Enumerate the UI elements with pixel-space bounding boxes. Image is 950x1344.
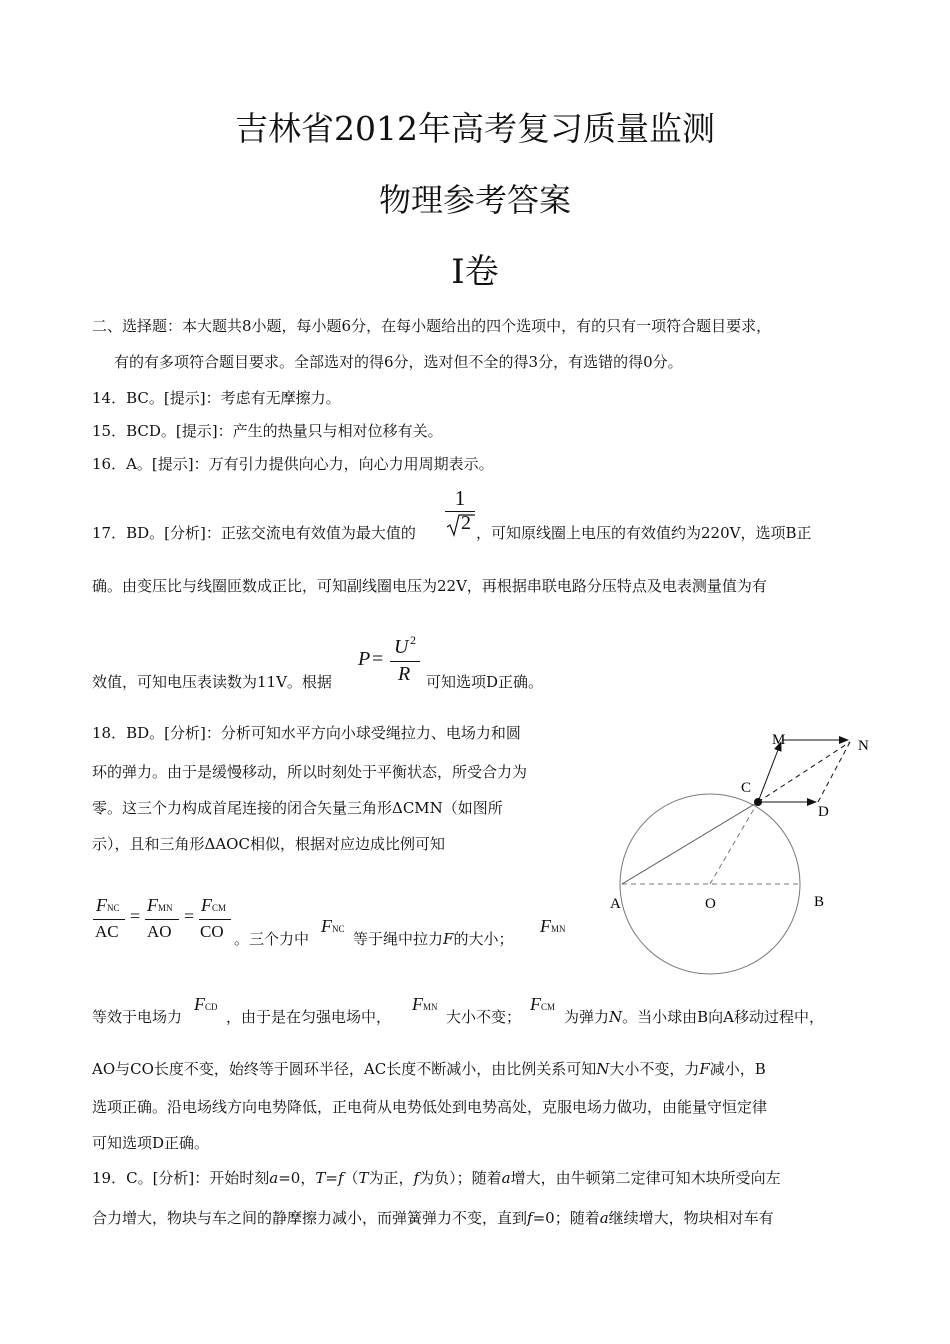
answer-19-line1: 19．C。[分析]：开始时刻a=0，T=f（T为正，f为负）；随着a增大，由牛顿第二定律可知木块所受向左: [92, 1169, 781, 1187]
label-d: D: [818, 804, 829, 820]
ratio-ac: AC: [95, 922, 119, 941]
document-title: 吉林省2012年高考复习质量监测: [235, 109, 715, 148]
formula-p: P: [358, 648, 371, 670]
answer-18-line3: 零。这三个力构成首尾连接的闭合矢量三角形ΔCMN（如图所: [92, 799, 503, 817]
symbol-f-nc: FNC: [321, 916, 345, 936]
answer-18-line5b: 等于绳中拉力F的大小；: [353, 930, 514, 948]
formula-r: R: [398, 663, 411, 685]
answer-18-line2: 环的弹力。由于是缓慢移动，所以时刻处于平衡状态，所受合力为: [92, 763, 528, 781]
fraction-denominator: 2: [461, 512, 471, 534]
label-n: N: [858, 738, 869, 754]
force-diagram: [600, 720, 890, 980]
ratio-f-nc: FNC: [96, 895, 120, 915]
label-a: A: [610, 896, 621, 912]
answer-18-line9: 可知选项D正确。: [92, 1134, 210, 1152]
answer-14: 14．BC。[提示]：考虑有无摩擦力。: [92, 389, 341, 407]
volume-title: Ⅰ卷: [451, 252, 499, 292]
answer-17-line1b: ，可知原线圈上电压的有效值约为220V，选项B正: [476, 524, 812, 542]
answer-17-line1a: 17．BD。[分析]：正弦交流电有效值为最大值的: [92, 524, 416, 542]
dashed-dn: [818, 742, 850, 802]
label-o: O: [705, 896, 716, 912]
answer-16: 16．A。[提示]：万有引力提供向心力，向心力用周期表示。: [92, 455, 494, 473]
answer-18-line6a: 等效于电场力: [92, 1008, 183, 1026]
answer-18-line1: 18．BD。[分析]：分析可知水平方向小球受绳拉力、电场力和圆: [92, 724, 521, 742]
answer-18-line6c: 大小不变；: [446, 1008, 522, 1026]
ratio-f-cm: FCM: [201, 895, 227, 915]
answer-18-line8: 选项正确。沿电场线方向电势降低，正电荷从电势低处到电势高处，克服电场力做功，由能量守恒定律: [92, 1098, 768, 1116]
answer-17-line3b: 可知选项D正确。: [426, 673, 544, 691]
ratio-eq-1: =: [130, 906, 141, 926]
answer-17-line3a: 效值，可知电压表读数为11V。根据: [92, 673, 332, 691]
ratio-f-mn: FMN: [147, 895, 173, 915]
symbol-f-cd: FCD: [194, 994, 218, 1014]
label-m: M: [772, 732, 786, 748]
ratio-bar-2: [145, 919, 179, 920]
ratio-bar-1: [93, 919, 125, 920]
arrow-cm: [758, 742, 781, 802]
section-intro-line2: 有的有多项符合题目要求。全部选对的得6分，选对但不全的得3分，有选错的得0分。: [114, 353, 683, 371]
formula-equals: =: [372, 648, 384, 670]
ratio-eq-2: =: [184, 906, 195, 926]
answer-15: 15．BCD。[提示]：产生的热量只与相对位移有关。: [92, 422, 443, 440]
answer-18-line5a: 。三个力中: [234, 930, 310, 948]
section-intro-line1: 二、选择题：本大题共8小题，每小题6分，在每小题给出的四个选项中，有的只有一项符合题目要求，: [92, 317, 772, 335]
answer-18-line6d: 为弹力N。当小球由B向A移动过程中，: [564, 1008, 824, 1026]
answer-17-line2: 确。由变压比与线圈匝数成正比，可知副线圈电压为22V，再根据串联电路分压特点及电表测量值为有: [92, 577, 767, 595]
ball-c: [754, 798, 762, 806]
answer-18-line4: 示），且和三角形ΔAOC相似，根据对应边成比例可知: [92, 835, 445, 853]
answer-18-line6b: ，由于是在匀强电场中，: [226, 1008, 392, 1026]
ratio-co: CO: [200, 922, 224, 941]
dashed-cn: [758, 742, 850, 802]
ratio-bar-3: [199, 919, 231, 920]
ratio-ao: AO: [147, 922, 172, 941]
formula-fraction-bar: [390, 661, 420, 662]
answer-18-line7: AO与CO长度不变，始终等于圆环半径，AC长度不断减小，由比例关系可知N大小不变，力F减小，B: [92, 1060, 766, 1078]
formula-exponent: 2: [410, 633, 416, 647]
fraction-numerator: 1: [454, 486, 466, 510]
label-b: B: [814, 894, 825, 910]
radius-oc: [710, 802, 758, 884]
formula-u: U: [394, 636, 409, 658]
document-subtitle: 物理参考答案: [378, 181, 571, 219]
symbol-f-mn-2: FMN: [412, 994, 438, 1014]
label-c: C: [741, 780, 752, 796]
symbol-f-mn: FMN: [540, 916, 566, 936]
rope-ac: [622, 802, 758, 884]
answer-19-line2: 合力增大，物块与车之间的静摩擦力减小，而弹簧弹力不变，直到f=0；随着a继续增大，物块相对车有: [92, 1209, 774, 1227]
symbol-f-cm: FCM: [530, 994, 556, 1014]
